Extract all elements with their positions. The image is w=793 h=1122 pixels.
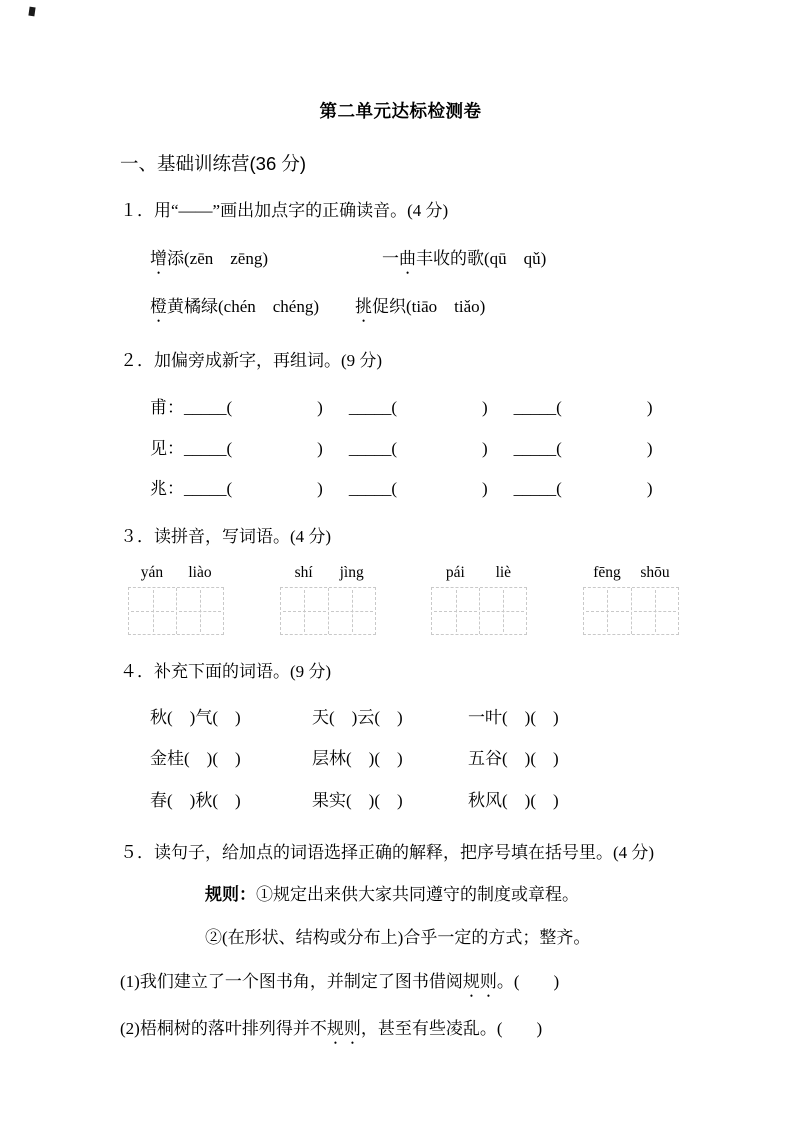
question-5: [120, 835, 681, 1048]
q4-phrase: 一叶( )( ): [468, 707, 559, 727]
q2-row-fu-label: 甫：: [150, 398, 184, 417]
pinyin-syllable: fēng: [593, 564, 621, 581]
pinyin-syllable: shí: [294, 564, 313, 581]
pinyin-label: [431, 561, 527, 584]
q1-item-1-dotted-char: 增: [150, 248, 167, 268]
pinyin-word-4: [583, 561, 679, 635]
q1-item-2-dotted-char: 曲: [399, 248, 416, 268]
q5-sentence-1: [120, 969, 681, 1001]
q1-item-4-dotted-char: 挑: [355, 296, 372, 316]
question-4-stem: ４．补充下面的词语。(9 分): [120, 662, 332, 682]
q1-item-1-rest: 添(zēn zēng): [167, 248, 269, 268]
answer-blank: _____( ): [348, 479, 488, 498]
q5-definition-1: [205, 882, 681, 908]
q4-row-3: [150, 788, 681, 814]
q4-phrase: 层林( )( ): [312, 749, 403, 769]
question-5-stem: ５．读句子，给加点的词语选择正确的解释，把序号填在括号里。(4 分): [120, 843, 655, 863]
writing-grid-cell: [176, 588, 223, 634]
paper-title: 第二单元达标检测卷: [319, 101, 482, 121]
q1-item-3: [150, 294, 355, 326]
q5-term: 规则：: [205, 884, 256, 904]
q5-sentence-2: [120, 1016, 681, 1048]
q1-item-3-rest: 黄橘绿(chén chéng): [167, 296, 320, 316]
writing-grid-cell: [584, 588, 631, 634]
q4-phrase: 五谷( )( ): [468, 749, 559, 769]
writing-grid: [583, 587, 679, 635]
q4-phrase: 秋( )气( ): [150, 707, 241, 727]
q1-item-2-pre: 一: [382, 248, 399, 268]
q1-item-3-dotted-char: 橙: [150, 296, 167, 316]
q4-phrase: 天( )云( ): [312, 707, 403, 727]
question-4: [120, 659, 681, 813]
writing-grid: [431, 587, 527, 635]
pinyin-word-1: [128, 561, 224, 635]
writing-grid-cell: [432, 588, 479, 634]
writing-grid-cell: [129, 588, 176, 634]
q4-row-2: [150, 746, 681, 772]
pinyin-syllable: pái: [445, 564, 465, 581]
writing-grid-cell: [328, 588, 375, 634]
pinyin-label: [128, 561, 224, 584]
pinyin-syllable: yán: [140, 564, 164, 581]
question-4-rows: [120, 705, 681, 814]
writing-grid: [128, 587, 224, 635]
pinyin-label: [583, 561, 679, 584]
writing-grid-cell: [479, 588, 526, 634]
q1-row-1: [150, 246, 681, 278]
answer-blank: _____( ): [348, 398, 488, 417]
q4-phrase: 金桂( )( ): [150, 749, 241, 769]
q5-sentence-1-dotted-word: 规则: [462, 971, 497, 991]
question-1: [120, 198, 681, 326]
q4-phrase: 春( )秋( ): [150, 790, 241, 810]
pinyin-label: [280, 561, 376, 584]
q1-item-4-rest: 促织(tiāo tiǎo): [372, 296, 486, 316]
pinyin-syllable: shōu: [640, 564, 670, 581]
q5-definition-2: [205, 925, 681, 951]
q2-row-zhao-label: 兆：: [150, 479, 184, 498]
question-3: [120, 524, 681, 636]
writing-grid: [280, 587, 376, 635]
q2-row-zhao: [120, 476, 681, 502]
q5-sentence-2-rest: ，甚至有些凌乱。( ): [360, 1018, 543, 1038]
q5-definition-1-text: ①规定出来供大家共同遵守的制度或章程。: [256, 884, 579, 904]
pinyin-word-2: [280, 561, 376, 635]
q2-row-jian-label: 见：: [150, 438, 184, 458]
q4-phrase: 果实( )( ): [312, 790, 403, 810]
q5-sentence-1-rest: 。( ): [496, 971, 560, 991]
pinyin-syllable: liè: [495, 564, 512, 581]
pinyin-word-3: [431, 561, 527, 635]
q5-sentence-2-pre: (2)梧桐树的落叶排列得并不: [120, 1018, 327, 1038]
answer-blank: _____( ): [348, 438, 488, 458]
answer-blank: _____( ): [513, 398, 653, 417]
question-2: [120, 348, 681, 502]
section-1-heading: 一、基础训练营(36 分): [120, 153, 307, 175]
question-2-stem: ２．加偏旁成新字，再组词。(9 分): [120, 350, 383, 370]
q1-item-2: [382, 246, 546, 278]
answer-blank: _____( ): [184, 479, 323, 498]
q4-phrase: 秋风( )( ): [468, 790, 559, 810]
pinyin-syllable: jìng: [339, 564, 364, 581]
q4-row-1: [150, 705, 681, 731]
question-2-rows: [120, 395, 681, 502]
writing-grid-cell: [631, 588, 678, 634]
answer-blank: _____( ): [184, 438, 323, 458]
writing-grid-cell: [281, 588, 328, 634]
q2-row-fu: [120, 395, 681, 421]
question-3-grids: [128, 561, 679, 635]
scan-artifact: [28, 7, 35, 17]
q1-row-2: [150, 294, 681, 326]
answer-blank: _____( ): [513, 438, 653, 458]
answer-blank: _____( ): [513, 479, 653, 498]
q5-sentence-1-pre: (1)我们建立了一个图书角，并制定了图书借阅: [120, 971, 463, 991]
q1-item-2-rest: 丰收的歌(qū qǔ): [416, 248, 547, 268]
question-1-items: [120, 246, 681, 326]
answer-blank: _____( ): [184, 398, 323, 417]
pinyin-syllable: liào: [188, 564, 212, 581]
q5-definition-2-text: ②(在形状、结构或分布上)合乎一定的方式；整齐。: [205, 928, 591, 948]
q1-item-4: [355, 294, 485, 326]
q5-sentence-2-dotted-word: 规则: [326, 1018, 361, 1038]
q1-item-1: [150, 246, 382, 278]
question-3-stem: ３．读拼音，写词语。(4 分): [120, 526, 332, 546]
q2-row-jian: [120, 436, 681, 462]
question-1-stem: １．用“——”画出加点字的正确读音。(4 分): [120, 201, 449, 220]
